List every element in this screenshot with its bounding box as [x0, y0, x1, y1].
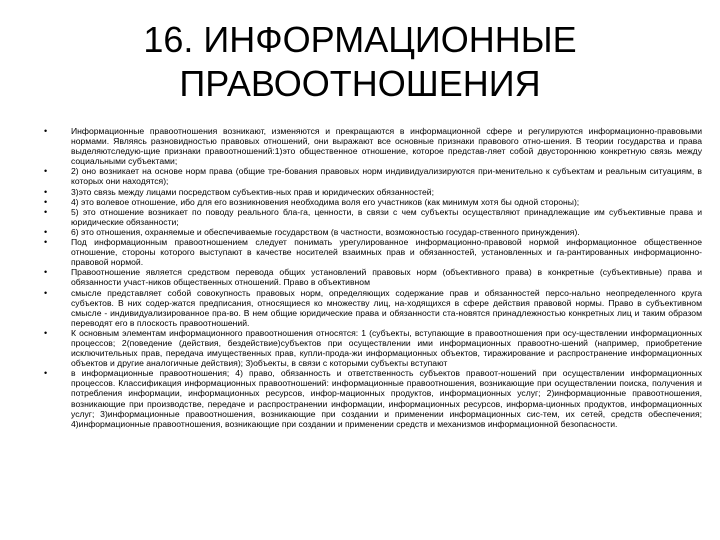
list-item — [40, 227, 702, 237]
paragraph-text: смысле представляет собой совокупность правовых норм, определяющих содержание прав и обязанностей персо-нально неопределенного круга субъектов. В них содер-жатся предписания, относящиеся ко множеству лиц, на-ходящихся в сфере действия правовой нормы. Право в субъективном смысле - индивидуализированное пра-во. В нем общие юридические права и обязанности ста-новятся принадлежностью конкретных лиц и таким образом переводят его в плоскость правоотношений. — [71, 287, 702, 328]
paragraph-text: Информационные правоотношения возникают, изменяются и прекращаются в информационной сфере и регулируются информационно-правовыми нормами. Являясь разновидностью правовых отношений, они выражают все основные признаки правового отно-шения. В теории государства и права выделяютследую-щие признаки правоотношений:1)это общественное отношение, которое представ-ляет собой двустороннюю конкретную связь между социальными субъектами; — [71, 126, 702, 167]
bullet-icon: • — [44, 166, 48, 177]
list-item — [40, 237, 702, 267]
list-item — [40, 267, 702, 287]
list-item — [40, 207, 702, 227]
paragraph-text: Правоотношение является средством перевода общих установлений правовых норм (объективного права) в конкретные (субъективные) права и обязанности участ-ников общественных отношений. Право в объективном — [71, 267, 702, 288]
paragraph-text: 5) это отношение возникает по поводу реального бла-га, ценности, в связи с чем субъекты осуществляют принадлежащие им субъективные права и юридические обязанности; — [71, 206, 702, 227]
slide-title-line-1: 16. ИНФОРМАЦИОННЫЕ — [143, 19, 577, 60]
bullet-icon: • — [44, 196, 48, 207]
bullet-icon: • — [44, 237, 48, 248]
paragraph-text: 2) оно возникает на основе норм права (общие тре-бования правовых норм индивидуализируются при-менительно к субъектам и реальным ситуациям, в которых они находятся); — [71, 166, 702, 187]
paragraph-text: 4) это волевое отношение, ибо для его возникновения необходима воля его участников (как минимум хотя бы одной стороны); — [71, 196, 580, 207]
paragraph-text: 6) это отношения, охраняемые и обеспечиваемые государством (в частности, возможностью государ-ственного принуждения). — [71, 226, 580, 237]
slide-title — [40, 18, 680, 106]
bullet-icon: • — [44, 287, 48, 298]
list-item — [40, 166, 702, 186]
list-item — [40, 197, 702, 207]
bullet-icon: • — [44, 206, 48, 217]
slide-title-line-2: ПРАВООТНОШЕНИЯ — [179, 63, 541, 104]
list-item — [40, 288, 702, 328]
list-item — [40, 187, 702, 197]
bullet-icon: • — [44, 226, 48, 237]
paragraph-text: в информационные правоотношения; 4) право, обязанность и ответственность субъектов правоот-ношений при осуществлении информационных процессов. Классификация информационных правоотношений: информационные правоотношения, возникающие при осуществлении поиска, получения и потребления информации, информационных ресурсов, инфор-мационных продуктов, информационных услуг; 2)информационные правоотношения, возникающие при производстве, передаче и распространении информации, информационных ресурсов, информа-ционных продуктов, информационных услуг; 3)информационные правоотношения, возникающие при создании и применении информационных сис-тем, их сетей, средств обеспечения; 4)информационные правоотношения, возникающие при создании и применении средств и механизмов информационной безопасности. — [71, 368, 702, 429]
paragraph-text: 3)это связь между лицами посредством субъектив-ных прав и юридических обязанностей; — [71, 186, 434, 197]
paragraph-text: Под информационным правоотношением следует понимать урегулированное информационно-правовой нормой информационное общественное отношение, стороны которого выступают в качестве носителей взаимных прав и обязанностей, установленных и га-рантированных информационно-правовой нормой. — [71, 237, 702, 268]
bullet-icon: • — [44, 186, 48, 197]
bullet-icon: • — [44, 368, 48, 379]
paragraph-text: К основным элементам информационного правоотношения относятся: 1 (субъекты, вступающие в правоотношения при осу-ществлении информационных процессов; 2(поведение (действия, бездействие)субъектов при осуществлении ими информационных правоотно-шений (например, приобретение исключительных прав, передача имущественных прав, купли-прода-жи информационных объектов, тиражирование и распространение информационных объектов и другие аналогичные действия); 3)объекты, в связи с которыми субъекты вступают — [71, 327, 702, 369]
bullet-list — [40, 126, 702, 429]
bullet-icon: • — [44, 126, 48, 136]
list-item — [40, 328, 702, 368]
list-item — [40, 368, 702, 429]
bullet-icon: • — [44, 267, 48, 278]
bullet-icon: • — [44, 327, 48, 338]
list-item — [40, 126, 702, 166]
